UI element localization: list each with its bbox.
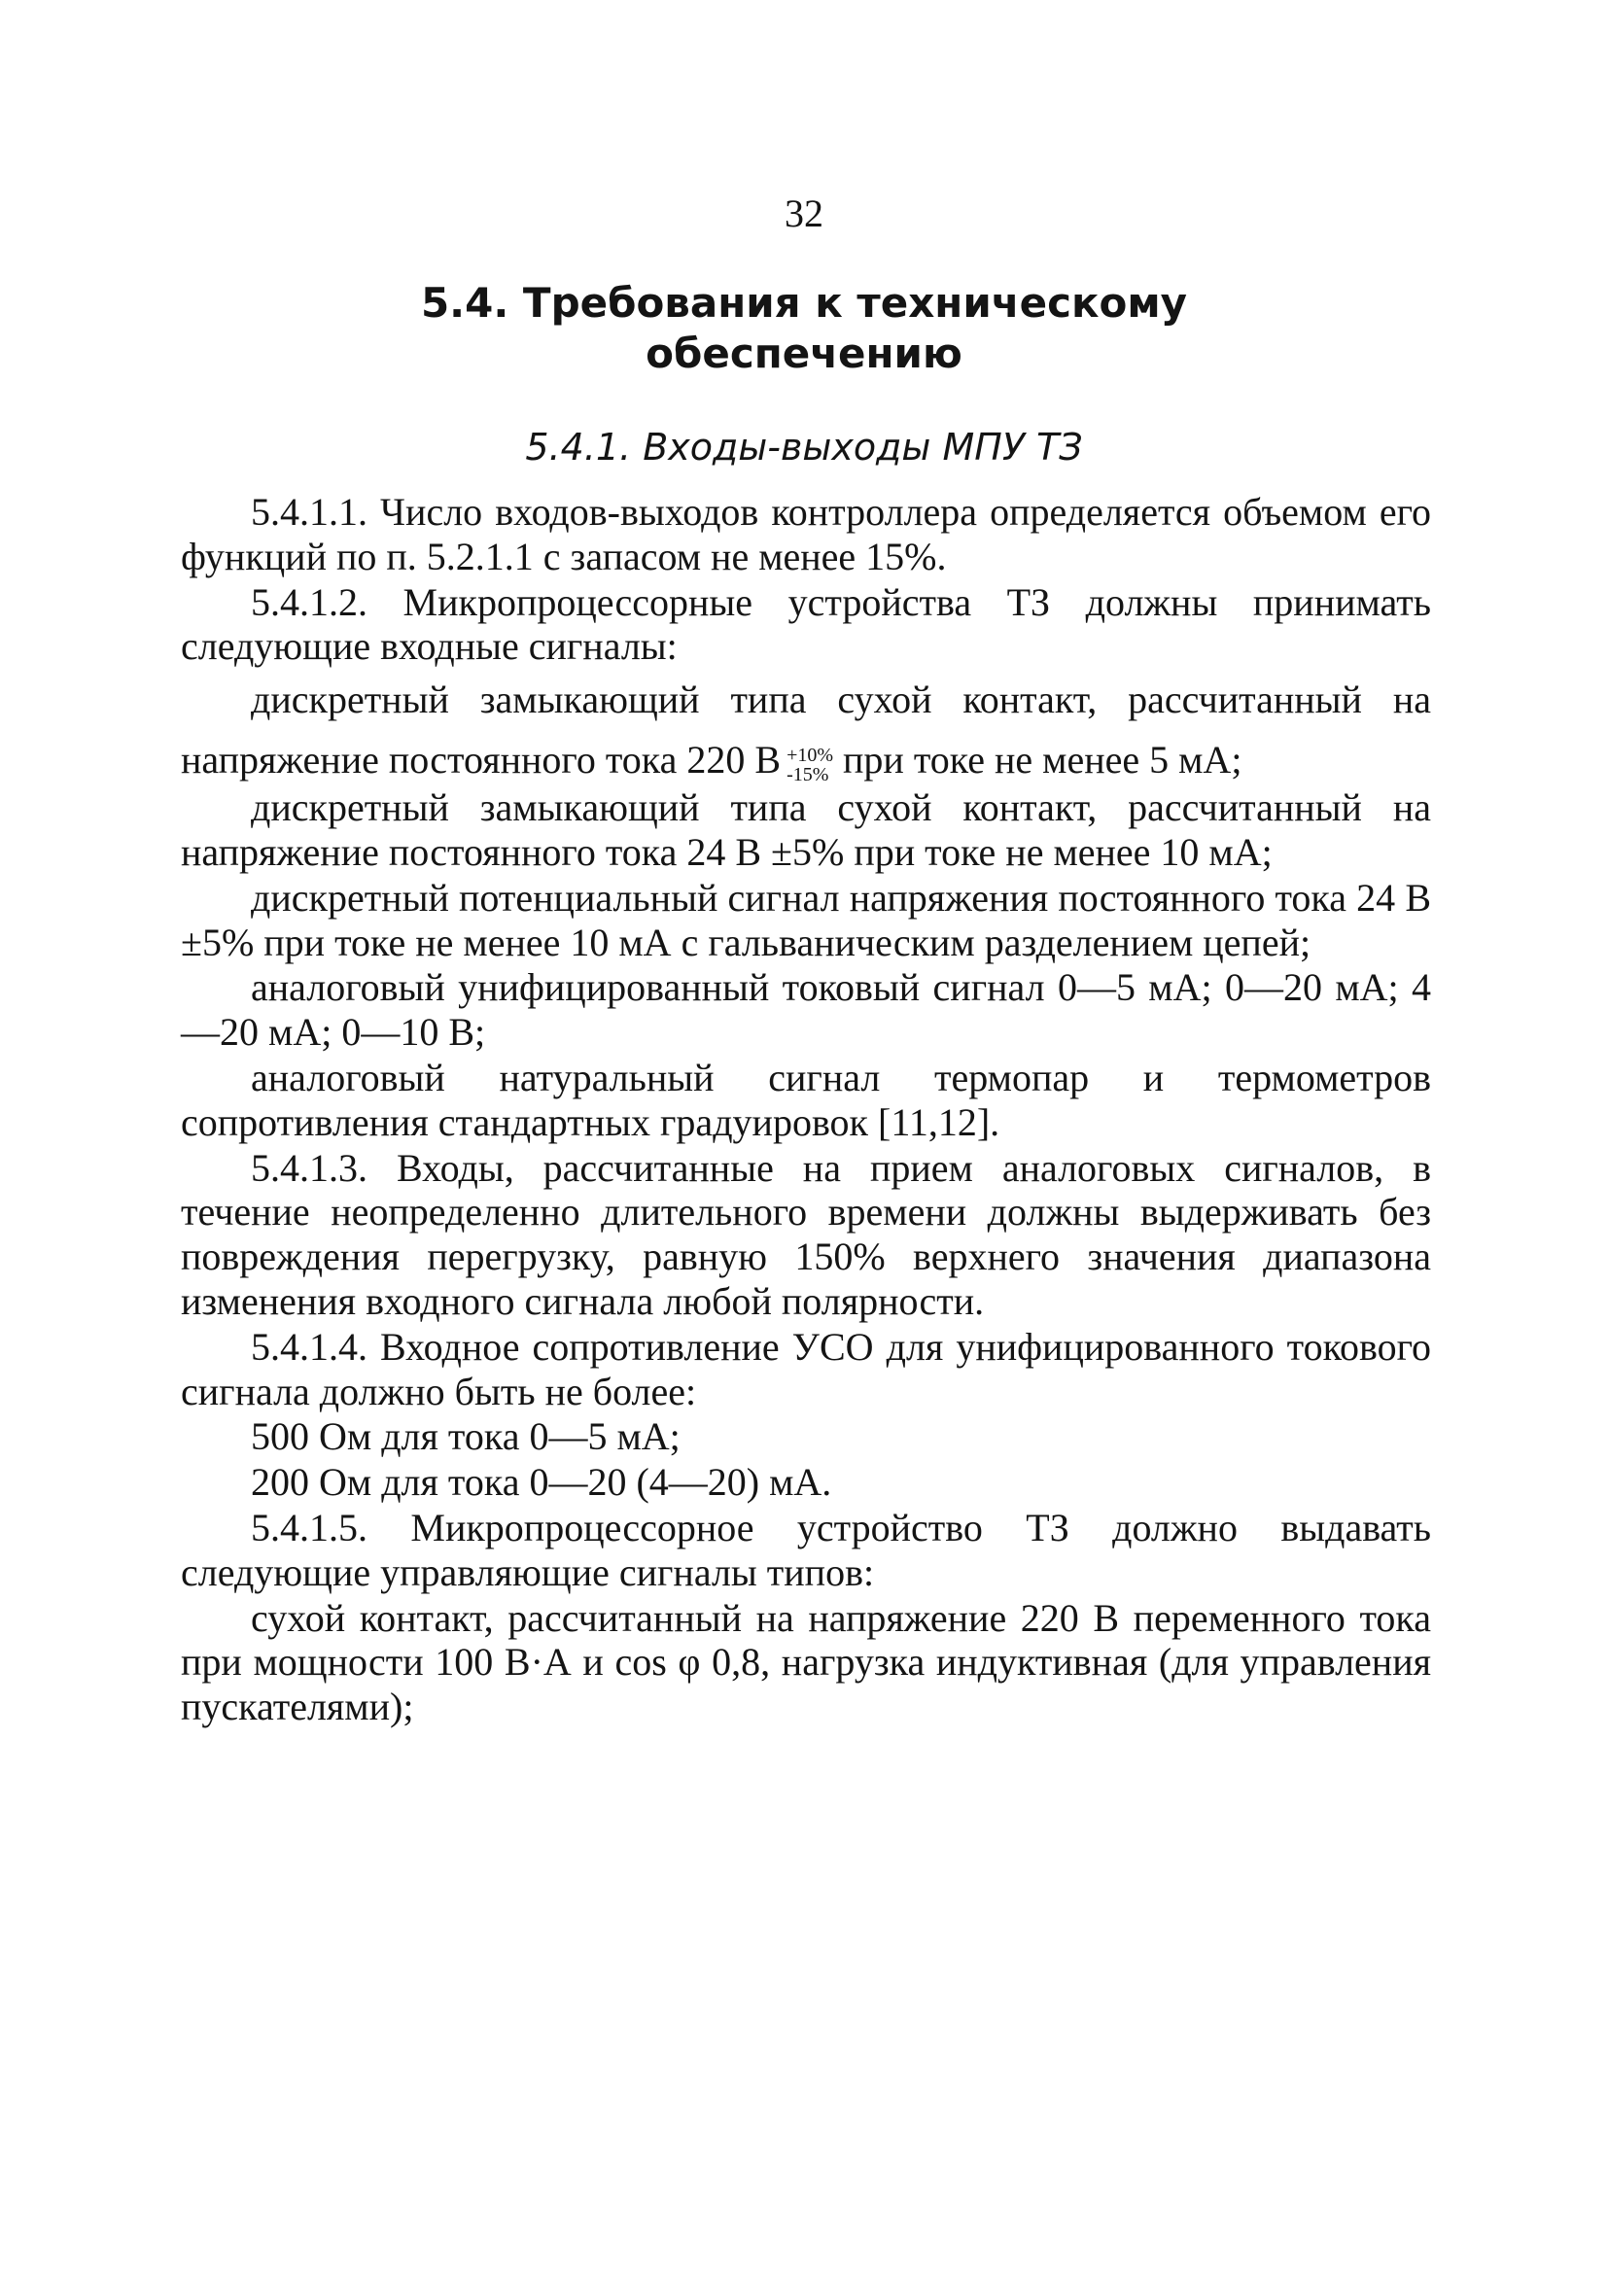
paragraph-500-ohm: 500 Ом для тока 0—5 мА; [251, 1414, 681, 1459]
page-number: 32 [785, 191, 823, 235]
paragraph-discrete-220v [181, 670, 1431, 790]
paragraph-dry-contact: сухой контакт, рассчитанный на напряжение 220 В переменного тока при мощности 100 В·А и cos φ 0,8, нагрузка индуктивная (для управления пускателями); [181, 1595, 1431, 1729]
paragraph-analog-unified: аналоговый унифицированный токовый сигнал 0—5 мА; 0—20 мА; 4—20 мА; 0—10 В; [181, 965, 1431, 1055]
discrete-220v-text-after: при токе не менее 5 мА; [843, 738, 1242, 783]
paragraph-200-ohm: 200 Ом для тока 0—20 (4—20) мА. [251, 1460, 832, 1505]
subsection-title: 5.4.1. Входы-выходы МПУ ТЗ [525, 426, 1083, 469]
paragraph-5-4-1-1: 5.4.1.1. Число входов-выходов контроллера определяется объемом его функций по п. 5.2.1.1 с запасом не менее 15%. [181, 490, 1431, 578]
discrete-220v-text-before: дискретный замыкающий типа сухой контакт, рассчитанный на напряжение постоянного тока 220 В [181, 678, 1431, 783]
tolerance-lower: -15% [787, 764, 829, 786]
body-text [181, 490, 1431, 1730]
paragraph-5-4-1-5: 5.4.1.5. Микропроцессорное устройство ТЗ должно выдавать следующие управляющие сигналы типов: [181, 1505, 1431, 1594]
paragraph-5-4-1-4: 5.4.1.4. Входное сопротивление УСО для унифицированного токового сигнала должно быть не более: [181, 1324, 1431, 1413]
paragraph-analog-natural: аналоговый натуральный сигнал термопар и термометров сопротивления стандартных градуировок [11,12]. [181, 1055, 1431, 1144]
paragraph-5-4-1-3: 5.4.1.3. Входы, рассчитанные на прием аналоговых сигналов, в течение неопределенно длительного времени должны выдерживать без повреждения перегрузку, равную 150% верхнего значения диапазона изменения входного сигнала любой полярности. [181, 1145, 1431, 1323]
paragraph-5-4-1-2: 5.4.1.2. Микропроцессорные устройства ТЗ должны принимать следующие входные сигналы: [181, 579, 1431, 669]
section-title-line1: 5.4. Требования к техническому [420, 279, 1188, 327]
voltage-tolerance [787, 746, 833, 784]
paragraph-discrete-24v: дискретный замыкающий типа сухой контакт, рассчитанный на напряжение постоянного тока 24 В ±5% при токе не менее 10 мА; [181, 785, 1431, 874]
paragraph-potential-signal: дискретный потенциальный сигнал напряжения постоянного тока 24 В ±5% при токе не менее 10 мА с гальваническим разделением цепей; [181, 875, 1431, 964]
section-title [0, 278, 1608, 379]
tolerance-upper: +10% [787, 745, 834, 767]
section-title-line2: обеспечению [646, 330, 962, 377]
